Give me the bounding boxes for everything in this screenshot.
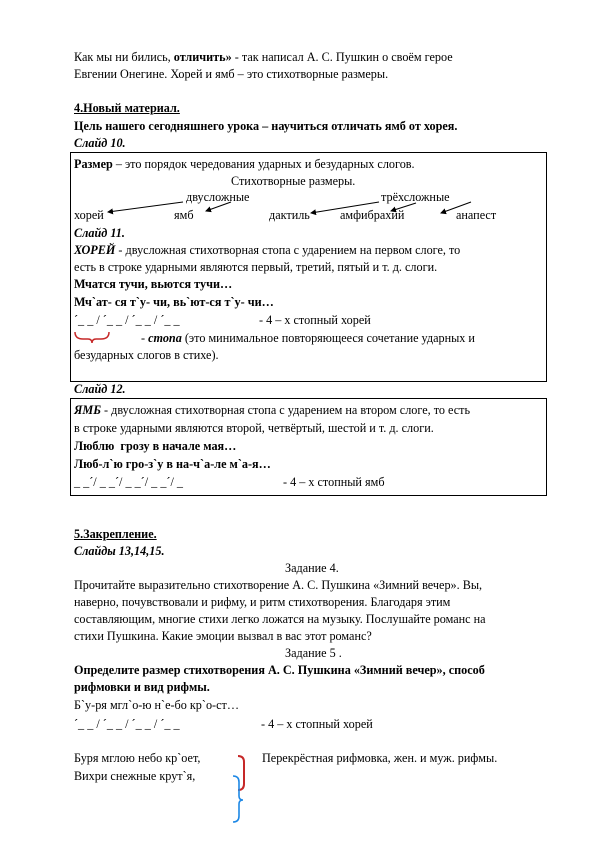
task-5-title: Задание 5 . xyxy=(285,646,342,660)
khorei-example-syllables: Мч`ат- ся т`у- чи, вь`ют-ся т`у- чи… xyxy=(74,295,274,309)
slides-13-15-label: Слайды 13,14,15. xyxy=(74,544,165,558)
task-5-syllables: Б`у-ря мгл`о-ю н`е-бо кр`о-ст… xyxy=(74,698,240,712)
task-5-line-2: рифмовки и вид рифмы. xyxy=(74,680,210,694)
answer-line-2: Вихри снежные крут`я, xyxy=(74,769,196,783)
task-4-line-2: наверно, почувствовали и рифму, и ритм стихотворения. Благодаря этим xyxy=(74,595,451,609)
rhyme-brackets-icon xyxy=(226,748,256,826)
definitions-box xyxy=(70,152,547,382)
three-syllable-label: трёхсложные xyxy=(381,190,450,204)
razmer-term: Размер xyxy=(74,157,113,171)
khorei-pattern: ´_ _ / ´_ _ / ´_ _ / ´_ _ xyxy=(74,313,180,327)
slide-12-label: Слайд 12. xyxy=(74,382,126,396)
intro-line-2: Евгении Онегине. Хорей и ямб – это стихотворные размеры. xyxy=(74,67,389,81)
meter-amfibrakhii: амфибрахий xyxy=(340,208,405,222)
khorei-example: Мчатся тучи, вьются тучи… xyxy=(74,277,233,291)
stopa-definition-2: безударных слогов в стихе). xyxy=(74,348,219,362)
intro-text: Как мы ни бились, xyxy=(74,50,174,64)
stopa-term: стопа xyxy=(148,331,182,345)
meter-anapest: анапест xyxy=(456,208,497,222)
task-4-line-3: составляющим, многие стихи легко ложатся на музыку. Послушайте романс на xyxy=(74,612,486,626)
khorei-def-1: - двусложная стихотворная стопа с ударением на первом слоге, то xyxy=(115,243,461,257)
razmer-def: – это порядок чередования ударных и безударных слогов. xyxy=(112,157,415,171)
task-5-pattern-note: - 4 – х стопный хорей xyxy=(261,717,373,731)
stopa-definition-1: - стопа (это минимальное повторяющееся сочетание ударных и xyxy=(141,331,475,345)
stopa-def-1: (это минимальное повторяющееся сочетание ударных и xyxy=(181,331,475,345)
task-4-line-4: стихи Пушкина. Какие эмоции вызвал в вас этот романс? xyxy=(74,629,372,643)
task-4-line-1: Прочитайте выразительно стихотворение А. С. Пушкина «Зимний вечер». Вы, xyxy=(74,578,483,592)
intro-text-2: - так написал А. С. Пушкин о своём герое xyxy=(231,50,453,64)
meter-yamb: ямб xyxy=(174,208,194,222)
meter-khorei: хорей xyxy=(74,208,104,222)
khorei-term: ХОРЕЙ xyxy=(74,243,116,257)
khorei-definition-2: есть в строке ударными являются первый, третий, пятый и т. д. слоги. xyxy=(74,260,438,274)
yamb-definition-2: в строке ударными являются второй, четвёртый, шестой и т. д. слоги. xyxy=(74,421,434,435)
red-brace-icon xyxy=(73,330,111,344)
section-5-heading: 5.Закрепление. xyxy=(74,527,157,541)
yamb-def-1: - двусложная стихотворная стопа с ударением на втором слоге, то есть xyxy=(100,403,471,417)
scheme-title: Стихотворные размеры. xyxy=(231,174,356,188)
intro-line-1 xyxy=(74,49,453,65)
yamb-pattern: _ _´/ _ _´/ _ _´/ _ _´/ _ xyxy=(74,475,183,489)
task-4-title: Задание 4. xyxy=(285,561,339,575)
lesson-goal: Цель нашего сегодняшнего урока – научиться отличать ямб от хорея. xyxy=(74,119,458,133)
section-4-heading: 4.Новый материал. xyxy=(74,101,180,115)
intro-bold: отличить» xyxy=(173,50,232,64)
slide-11-label: Слайд 11. xyxy=(74,226,125,240)
two-syllable-label: двусложные xyxy=(186,190,250,204)
meter-daktil: дактиль xyxy=(269,208,310,222)
yamb-example-syllables: Люб-л`ю гро-з`у в на-ч`а-ле м`а-я… xyxy=(74,457,271,471)
task-5-pattern: ´_ _ / ´_ _ / ´_ _ / ´_ _ xyxy=(74,717,180,731)
slide-10-label: Слайд 10. xyxy=(74,136,126,150)
task-5-line-1: Определите размер стихотворения А. С. Пушкина «Зимний вечер», способ xyxy=(74,663,485,677)
yamb-box xyxy=(70,398,547,496)
answer-note: Перекрёстная рифмовка, жен. и муж. рифмы. xyxy=(262,751,498,765)
yamb-pattern-note: - 4 – х стопный ямб xyxy=(283,475,385,489)
khorei-pattern-note: - 4 – х стопный хорей xyxy=(259,313,371,327)
yamb-term: ЯМБ xyxy=(74,403,101,417)
answer-line-1: Буря мглою небо кр`оет, xyxy=(74,751,201,765)
yamb-definition-1 xyxy=(74,402,470,418)
yamb-example: Люблю грозу в начале мая… xyxy=(74,439,237,453)
khorei-definition-1 xyxy=(74,242,460,258)
